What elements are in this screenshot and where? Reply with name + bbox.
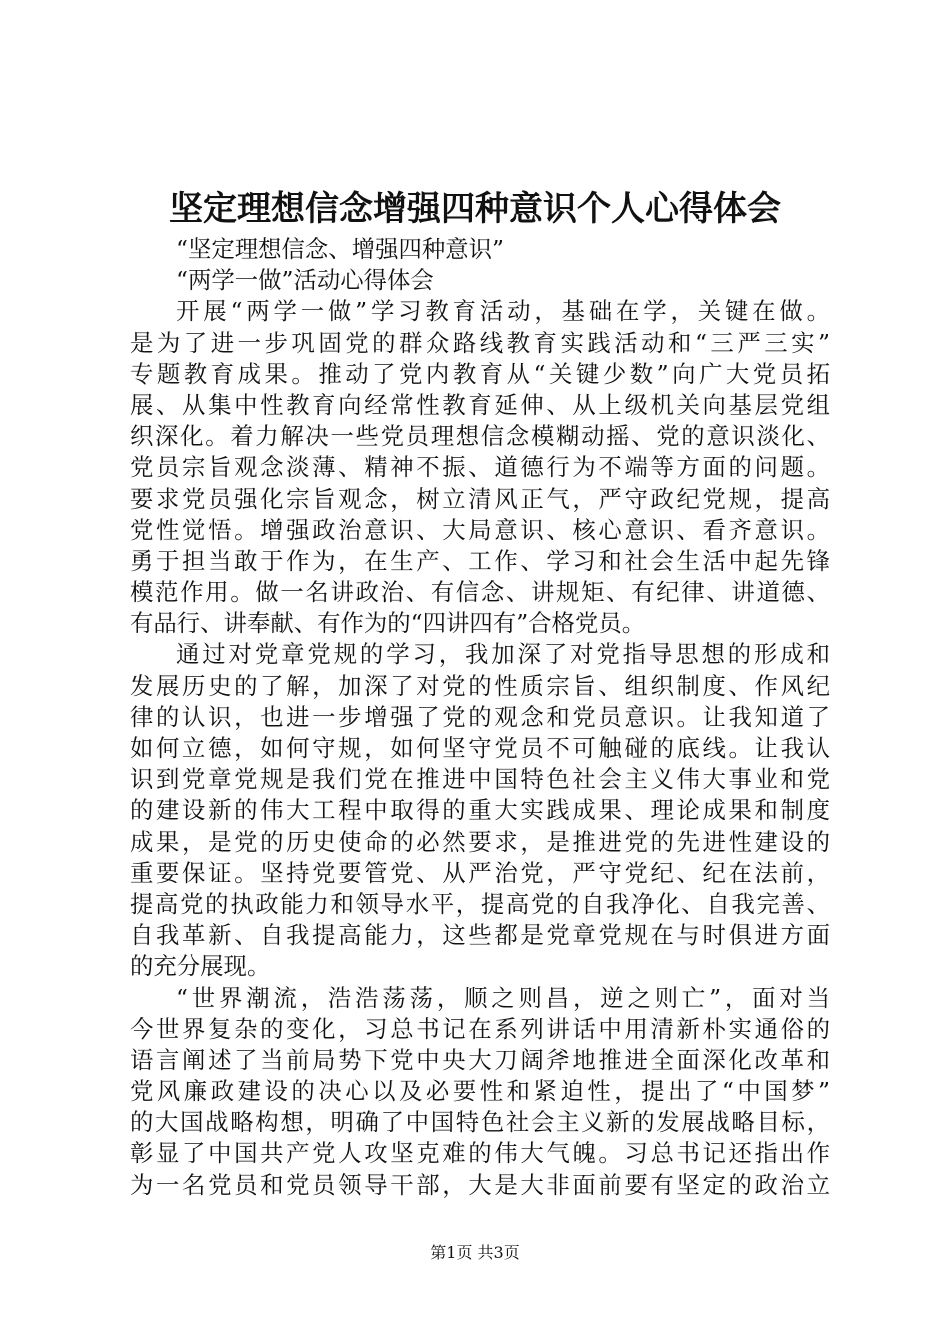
text-line: 的充分展现。	[130, 952, 271, 981]
text-line: 开展“两学一做”学习教育活动，基础在学，关键在做。	[176, 297, 830, 326]
document-title: 坚定理想信念增强四种意识个人心得体会	[169, 189, 781, 229]
text-line: 成果，是党的历史使命的必然要求，是推进党的先进性建设的	[130, 827, 830, 856]
text-line: 织深化。着力解决一些党员理想信念模糊动摇、党的意识淡化、	[130, 422, 830, 451]
text-line: “世界潮流，浩浩荡荡，顺之则昌，逆之则亡”，面对当	[176, 983, 830, 1012]
text-line: 党风廉政建设的决心以及必要性和紧迫性，提出了“中国梦”	[130, 1077, 830, 1106]
text-line: 模范作用。做一名讲政治、有信念、讲规矩、有纪律、讲道德、	[130, 578, 830, 607]
text-line: “坚定理想信念、增强四种意识”	[176, 235, 504, 263]
text-line: 为一名党员和党员领导干部，大是大非面前要有坚定的政治立	[130, 1170, 830, 1199]
text-line: 专题教育成果。推动了党内教育从“关键少数”向广大党员拓	[130, 359, 830, 388]
text-line: 发展历史的了解，加深了对党的性质宗旨、组织制度、作风纪	[130, 671, 830, 700]
text-line: 律的认识，也进一步增强了党的观念和党员意识。让我知道了	[130, 702, 830, 731]
text-line: 如何立德，如何守规，如何坚守党员不可触碰的底线。让我认	[130, 734, 830, 762]
text-line: 是为了进一步巩固党的群众路线教育实践活动和“三严三实”	[130, 328, 830, 357]
text-line: 语言阐述了当前局势下党中央大刀阔斧地推进全面深化改革和	[130, 1045, 830, 1074]
page-footer: 第1页 共3页	[430, 1243, 520, 1262]
text-line: 要求党员强化宗旨观念，树立清风正气，严守政纪党规，提高	[130, 484, 830, 513]
text-line: 彰显了中国共产党人攻坚克难的伟大气魄。习总书记还指出作	[130, 1139, 830, 1168]
text-line: 党员宗旨观念淡薄、精神不振、道德行为不端等方面的问题。	[130, 453, 830, 482]
text-line: 勇于担当敢于作为，在生产、工作、学习和社会生活中起先锋	[130, 546, 830, 575]
text-line: 通过对党章党规的学习，我加深了对党指导思想的形成和	[176, 640, 830, 669]
text-line: 的建设新的伟大工程中取得的重大实践成果、理论成果和制度	[130, 796, 830, 825]
text-line: 识到党章党规是我们党在推进中国特色社会主义伟大事业和党	[130, 765, 830, 794]
document-body	[130, 234, 830, 1201]
text-line: 展、从集中性教育向经常性教育延伸、从上级机关向基层党组	[130, 390, 830, 419]
text-line: 今世界复杂的变化，习总书记在系列讲话中用清新朴实通俗的	[130, 1014, 830, 1043]
text-line: “两学一做”活动心得体会	[176, 266, 434, 295]
text-line: 重要保证。坚持党要管党、从严治党，严守党纪、纪在法前，	[130, 858, 830, 887]
text-line: 的大国战略构想，明确了中国特色社会主义新的发展战略目标，	[130, 1108, 830, 1137]
text-line: 提高党的执政能力和领导水平，提高党的自我净化、自我完善、	[130, 889, 830, 918]
text-line: 有品行、讲奉献、有作为的“四讲四有”合格党员。	[130, 609, 646, 638]
text-line: 党性觉悟。增强政治意识、大局意识、核心意识、看齐意识。	[130, 515, 830, 544]
text-line: 自我革新、自我提高能力，这些都是党章党规在与时俱进方面	[130, 921, 830, 950]
